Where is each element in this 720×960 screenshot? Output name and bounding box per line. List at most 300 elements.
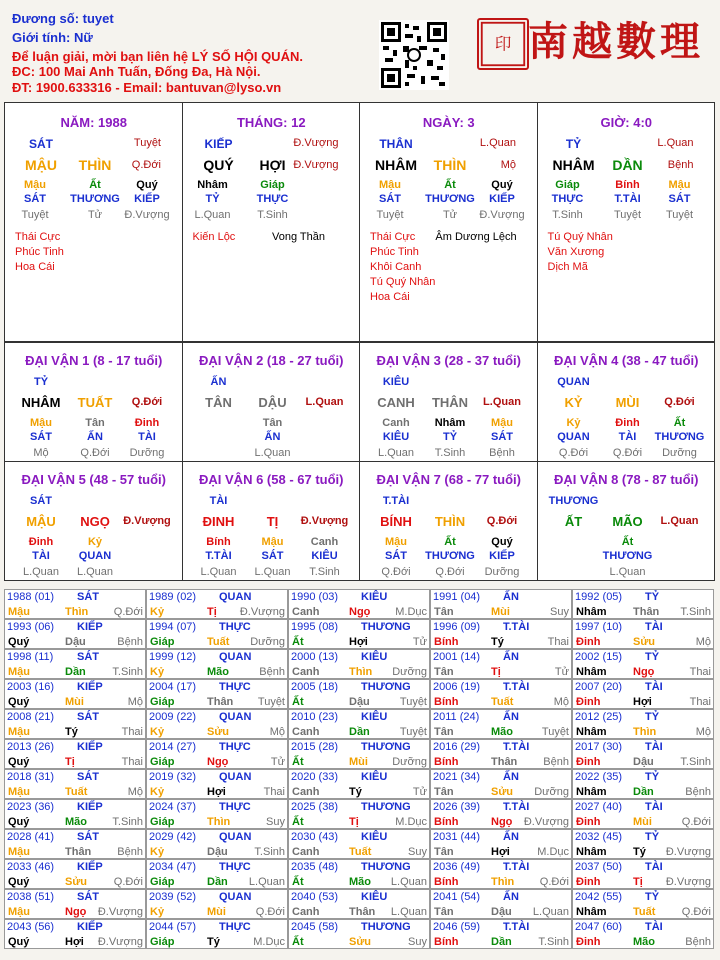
year-cell[interactable] (146, 739, 288, 769)
year-cell[interactable] (288, 709, 430, 739)
year-star: SÁT (77, 771, 99, 783)
year-star: KIÊU (361, 771, 388, 783)
year-star: TỶ (645, 651, 660, 663)
year-can: Tân (434, 726, 454, 738)
year-stage: Mộ (695, 636, 711, 648)
year-label: 2022 (35) (575, 771, 623, 783)
year-cell[interactable] (4, 739, 146, 769)
year-cell[interactable] (572, 919, 714, 949)
year-stage: Q.Đới (255, 906, 285, 918)
hidden-star: SÁT (385, 550, 407, 562)
owner-name: Đương số: tuyet (12, 11, 114, 26)
year-stage: Bệnh (259, 666, 285, 678)
year-cell[interactable] (288, 919, 430, 949)
year-cell[interactable] (146, 619, 288, 649)
year-can: Tân (434, 906, 454, 918)
than-sat: Phúc Tinh (370, 246, 419, 258)
than-sat: Phúc Tinh (15, 246, 64, 258)
life-stage: Đ.Vượng (479, 209, 525, 221)
dai-van-7[interactable] (359, 461, 538, 581)
hidden-stem: Đinh (134, 417, 160, 429)
dai-van-chi-status: Đ.Vượng (300, 515, 349, 527)
year-chi: Mùi (65, 696, 84, 708)
pillar-title: THÁNG: 12 (236, 115, 306, 130)
year-cell[interactable] (4, 799, 146, 829)
year-stage: Q.Đới (113, 876, 143, 888)
year-stage: Bệnh (117, 636, 143, 648)
year-cell[interactable] (146, 919, 288, 949)
hidden-stem: Quý (136, 179, 158, 191)
year-label: 1994 (07) (149, 621, 197, 633)
life-stage: Tuyệt (665, 209, 694, 221)
year-label: 2019 (32) (149, 771, 197, 783)
pillar-star: SÁT (29, 137, 53, 151)
year-label: 2002 (15) (575, 651, 623, 663)
year-cell[interactable] (430, 649, 572, 679)
life-stage: Q.Đới (381, 566, 411, 578)
year-stage: Bệnh (117, 846, 143, 858)
year-can: Canh (292, 846, 320, 858)
year-star: TỶ (645, 711, 660, 723)
year-label: 2045 (58) (291, 921, 339, 933)
year-cell[interactable] (4, 679, 146, 709)
pillar-3 (359, 102, 538, 342)
year-label: 1998 (11) (7, 651, 54, 663)
year-label: 1997 (10) (575, 621, 623, 633)
dai-van-star: THƯƠNG (548, 495, 599, 507)
year-chi: Ngọ (207, 756, 229, 768)
pillar-can: MẬU (25, 157, 57, 173)
pillar-can: QUÝ (203, 157, 234, 173)
hidden-star: SÁT (668, 193, 691, 205)
year-can: Mậu (8, 786, 30, 798)
year-cell[interactable] (146, 769, 288, 799)
pillar-star: THÂN (379, 137, 413, 151)
year-chi: Tị (633, 876, 643, 888)
year-chi: Thân (349, 906, 376, 918)
year-cell[interactable] (4, 589, 146, 619)
year-stage: Mộ (695, 726, 711, 738)
life-stage: Tuyệt (376, 209, 404, 221)
year-can: Tân (434, 786, 454, 798)
year-star: SÁT (77, 831, 99, 843)
hidden-star: THƯƠNG (602, 550, 653, 562)
year-chi: Dậu (633, 756, 654, 768)
dai-van-star: T.TÀI (382, 495, 410, 507)
hidden-star: SÁT (379, 193, 401, 205)
dai-van-6[interactable] (182, 461, 361, 581)
year-can: Ất (292, 936, 304, 948)
year-cell[interactable] (288, 619, 430, 649)
year-can: Nhâm (576, 846, 607, 858)
than-sat: Tú Quý Nhân (547, 231, 613, 243)
year-can: Tân (434, 606, 454, 618)
year-label: 2046 (59) (433, 921, 481, 933)
year-star: ẤN (503, 891, 519, 903)
hidden-star: SÁT (491, 431, 513, 443)
dai-van-chi-status: L.Quan (660, 515, 699, 527)
life-stage: L.Quan (22, 566, 60, 578)
year-cell[interactable] (4, 829, 146, 859)
year-cell[interactable] (4, 919, 146, 949)
hidden-star: QUAN (78, 550, 112, 562)
pillar-chi: HỢI (259, 157, 286, 173)
year-stage: Q.Đới (681, 906, 711, 918)
year-label: 2011 (24) (433, 711, 480, 723)
year-label: 2009 (22) (149, 711, 197, 723)
year-label: 2006 (19) (433, 681, 481, 693)
year-chi: Dần (65, 666, 86, 678)
year-star: KIÊU (361, 831, 388, 843)
year-stage: Tử (554, 666, 569, 678)
than-sat-right: Vong Thần (271, 231, 326, 243)
year-cell[interactable] (288, 769, 430, 799)
year-star: TÀI (645, 801, 663, 813)
dai-van-1[interactable] (4, 342, 183, 462)
hidden-stem: Mậu (385, 536, 407, 548)
dai-van-can: ẤT (564, 514, 583, 529)
year-cell[interactable] (4, 859, 146, 889)
year-cell[interactable] (4, 709, 146, 739)
year-stage: T.Sinh (680, 756, 711, 768)
year-stage: Dưỡng (250, 636, 285, 648)
year-label: 1989 (02) (149, 591, 197, 603)
year-cell[interactable] (288, 829, 430, 859)
year-chi: Thìn (349, 666, 373, 678)
dai-van-chi: TUẤT (77, 395, 113, 410)
year-chi: Mão (349, 876, 371, 888)
dai-van-title: ĐẠI VẬN 8 (78 - 87 tuổi) (554, 472, 699, 487)
year-cell[interactable] (4, 619, 146, 649)
address: ĐC: 100 Mai Anh Tuấn, Đống Đa, Hà Nội. (12, 64, 261, 79)
life-stage: T.Sinh (552, 209, 583, 221)
year-star: T.TÀI (503, 921, 530, 933)
year-can: Quý (8, 816, 30, 828)
than-sat: Hoa Cái (15, 261, 55, 273)
year-stage: Dưỡng (392, 756, 427, 768)
year-cell[interactable] (4, 649, 146, 679)
contact-note: Để luận giải, mời bạn liên hệ LÝ SỐ HỘI QUÁN. (12, 49, 303, 64)
year-chi: Dần (207, 876, 228, 888)
year-star: TÀI (645, 681, 663, 693)
pillar-title: NGÀY: 3 (422, 115, 475, 130)
year-cell[interactable] (146, 649, 288, 679)
pillar-chi-status: Đ.Vượng (293, 159, 339, 171)
pillar-2 (182, 102, 361, 342)
year-star: KIẾP (77, 861, 103, 873)
year-can: Giáp (150, 816, 175, 828)
than-sat-right: Âm Dương Lệch (435, 231, 517, 243)
dai-van-title: ĐẠI VẬN 1 (8 - 17 tuổi) (25, 353, 163, 368)
hidden-stem: Quý (491, 179, 513, 191)
year-star: THỰC (219, 621, 251, 633)
hidden-stem: Ất (673, 417, 686, 429)
year-stage: L.Quan (390, 906, 427, 918)
year-stage: T.Sinh (680, 606, 711, 618)
year-star: THƯƠNG (361, 741, 411, 753)
year-cell[interactable] (572, 589, 714, 619)
year-chi: Tuất (207, 636, 230, 648)
than-sat: Thái Cực (370, 231, 416, 243)
pillar-star-status: Đ.Vượng (293, 137, 339, 149)
year-stage: Thai (689, 666, 711, 678)
dai-van-chi: TỊ (266, 514, 279, 529)
year-stage: Mộ (269, 726, 285, 738)
year-stage: Mộ (127, 786, 143, 798)
dai-van-chi: MÃO (612, 514, 643, 529)
life-stage: Bệnh (489, 447, 515, 459)
year-cell[interactable] (572, 739, 714, 769)
year-label: 2028 (41) (7, 831, 55, 843)
year-cell[interactable] (430, 589, 572, 619)
year-stage: T.Sinh (254, 846, 285, 858)
year-can: Canh (292, 606, 320, 618)
year-cell[interactable] (430, 799, 572, 829)
year-label: 1993 (06) (7, 621, 55, 633)
hidden-stem: Nhâm (197, 179, 228, 191)
pillar-chi-status: Bệnh (667, 159, 694, 171)
year-cell[interactable] (146, 829, 288, 859)
year-cell[interactable] (430, 679, 572, 709)
dai-van-chi-status: L.Quan (305, 396, 344, 408)
year-label: 1992 (05) (575, 591, 623, 603)
year-label: 2020 (33) (291, 771, 339, 783)
year-stage: Bệnh (685, 936, 711, 948)
year-label: 1990 (03) (291, 591, 339, 603)
year-label: 2012 (25) (575, 711, 623, 723)
year-cell[interactable] (572, 829, 714, 859)
year-cell[interactable] (430, 769, 572, 799)
year-can: Bính (434, 816, 459, 828)
year-stage: Thai (547, 636, 569, 648)
year-stage: Tử (412, 786, 427, 798)
year-can: Quý (8, 696, 30, 708)
year-cell[interactable] (146, 709, 288, 739)
year-stage: Dưỡng (534, 786, 569, 798)
year-cell[interactable] (288, 889, 430, 919)
year-cell[interactable] (146, 679, 288, 709)
year-stage: L.Quan (390, 876, 427, 888)
year-can: Quý (8, 936, 30, 948)
year-label: 2038 (51) (7, 891, 55, 903)
year-star: KIẾP (77, 681, 103, 693)
year-star: KIẾP (77, 621, 103, 633)
than-sat: Văn Xương (547, 246, 605, 258)
year-label: 1995 (08) (291, 621, 339, 633)
hidden-star: KIẾP (489, 550, 515, 562)
year-chi: Thân (491, 756, 518, 768)
year-stage: M.Dục (395, 606, 427, 618)
dai-van-4[interactable] (537, 342, 716, 462)
year-cell[interactable] (146, 799, 288, 829)
year-star: THƯƠNG (361, 861, 411, 873)
year-can: Giáp (150, 876, 175, 888)
year-stage: Tuyệt (541, 726, 569, 738)
year-can: Mậu (8, 666, 30, 678)
year-chi: Mùi (491, 606, 510, 618)
year-stage: Tuyệt (399, 696, 427, 708)
year-cell[interactable] (4, 889, 146, 919)
life-stage: Tử (87, 209, 103, 221)
year-star: KIÊU (361, 591, 388, 603)
year-chi: Hợi (65, 936, 84, 948)
year-cell[interactable] (430, 889, 572, 919)
year-label: 2047 (60) (575, 921, 623, 933)
pillar-title: NĂM: 1988 (60, 115, 127, 130)
year-stage: Đ.Vượng (665, 846, 711, 858)
year-label: 2031 (44) (433, 831, 481, 843)
year-label: 1996 (09) (433, 621, 481, 633)
year-star: KIÊU (361, 711, 388, 723)
year-cell[interactable] (288, 799, 430, 829)
year-chi: Dần (633, 786, 654, 798)
year-can: Nhâm (576, 726, 607, 738)
year-cell[interactable] (572, 619, 714, 649)
year-label: 2014 (27) (149, 741, 197, 753)
pillar-can: NHÂM (375, 157, 417, 173)
year-chi: Tý (349, 786, 362, 798)
year-chi: Thân (207, 696, 234, 708)
year-can: Mậu (8, 726, 30, 738)
year-cell[interactable] (4, 769, 146, 799)
year-stage: Suy (266, 816, 285, 828)
year-cell[interactable] (288, 739, 430, 769)
hidden-stem: Bính (615, 179, 640, 191)
hidden-star: THỰC (256, 193, 289, 205)
year-cell[interactable] (288, 649, 430, 679)
year-cell[interactable] (572, 649, 714, 679)
year-can: Bính (434, 876, 459, 888)
qr-code-icon[interactable] (379, 20, 449, 90)
year-star: THỰC (219, 681, 251, 693)
year-star: KIẾP (77, 801, 103, 813)
dai-van-chi-status: Q.Đới (131, 396, 163, 408)
year-cell[interactable] (288, 859, 430, 889)
year-star: THỰC (219, 741, 251, 753)
dai-van-3[interactable] (359, 342, 538, 462)
brand-logo: 南越數理 (528, 18, 704, 65)
phone-email[interactable]: ĐT: 1900.633316 - Email: bantuvan@lyso.vn (12, 80, 282, 95)
year-cell[interactable] (430, 739, 572, 769)
year-cell[interactable] (430, 829, 572, 859)
year-cell[interactable] (572, 709, 714, 739)
dai-van-2[interactable] (182, 342, 361, 462)
year-label: 2000 (13) (291, 651, 339, 663)
year-stage: T.Sinh (112, 666, 143, 678)
year-chi: Dậu (65, 636, 86, 648)
dai-van-can: BÍNH (380, 514, 412, 529)
year-cell[interactable] (430, 859, 572, 889)
pillar-star-status: L.Quan (479, 137, 516, 149)
year-stage: L.Quan (532, 906, 569, 918)
year-cell[interactable] (572, 799, 714, 829)
year-stage: Đ.Vượng (665, 876, 711, 888)
year-label: 2017 (30) (575, 741, 623, 753)
pillar-star: TỶ (565, 137, 582, 151)
year-stage: Q.Đới (539, 876, 569, 888)
pillar-chi: THÌN (433, 157, 467, 173)
pillar-1 (4, 102, 183, 342)
hidden-star: THƯƠNG (425, 193, 475, 205)
pillar-title: GIỜ: 4:0 (600, 115, 653, 130)
year-cell[interactable] (288, 589, 430, 619)
year-label: 2004 (17) (149, 681, 197, 693)
year-label: 2036 (49) (433, 861, 481, 873)
hidden-star: THƯƠNG (70, 193, 120, 205)
life-stage: Q.Đới (435, 566, 465, 578)
hidden-stem: Đinh (28, 536, 54, 548)
hidden-stem: Tân (85, 417, 105, 429)
hidden-star: ẤN (87, 431, 103, 443)
life-stage: L.Quan (200, 566, 237, 578)
life-stage: Dưỡng (662, 447, 697, 459)
year-chi: Dần (491, 936, 512, 948)
year-cell[interactable] (146, 859, 288, 889)
dai-van-8[interactable] (537, 461, 716, 581)
hidden-stem: Mậu (30, 417, 52, 429)
year-cell[interactable] (572, 769, 714, 799)
dai-van-title: ĐẠI VẬN 3 (28 - 37 tuổi) (376, 353, 521, 368)
dai-van-star: TỶ (33, 376, 49, 388)
year-cell[interactable] (146, 889, 288, 919)
year-cell[interactable] (288, 679, 430, 709)
year-cell[interactable] (430, 919, 572, 949)
year-stage: Bệnh (685, 786, 711, 798)
than-sat: Dịch Mã (547, 261, 588, 273)
year-star: QUAN (219, 771, 252, 783)
year-label: 2029 (42) (149, 831, 197, 843)
year-label: 2027 (40) (575, 801, 623, 813)
year-label: 2018 (31) (7, 771, 55, 783)
year-chi: Hợi (633, 696, 652, 708)
year-label: 2026 (39) (433, 801, 481, 813)
pillar-chi: DẦN (612, 157, 643, 173)
year-star: QUAN (219, 831, 252, 843)
dai-van-can: MẬU (26, 514, 56, 529)
year-label: 2043 (56) (7, 921, 55, 933)
year-stage: M.Dục (253, 936, 285, 948)
year-stage: T.Sinh (538, 936, 569, 948)
hidden-star: KIÊU (382, 431, 410, 443)
dai-van-chi: NGỌ (80, 514, 110, 529)
year-star: TÀI (645, 921, 663, 933)
year-chi: Tý (65, 726, 78, 738)
year-cell[interactable] (572, 859, 714, 889)
hidden-star: THỰC (551, 193, 584, 205)
dai-van-5[interactable] (4, 461, 183, 581)
year-star: TỶ (645, 831, 660, 843)
year-cell[interactable] (146, 589, 288, 619)
year-star: QUAN (219, 891, 252, 903)
svg-text:印: 印 (494, 34, 512, 54)
year-can: Ất (292, 816, 304, 828)
dai-van-star: ẤN (210, 376, 227, 388)
year-cell[interactable] (430, 619, 572, 649)
year-star: THỰC (219, 861, 251, 873)
year-stage: Thai (121, 726, 143, 738)
year-cell[interactable] (572, 679, 714, 709)
year-star: QUAN (219, 591, 252, 603)
year-star: SÁT (77, 711, 99, 723)
year-can: Đinh (576, 696, 601, 708)
year-can: Quý (8, 876, 30, 888)
pillar-chi-status: Mộ (500, 159, 516, 171)
dai-van-title: ĐẠI VẬN 7 (68 - 77 tuổi) (376, 472, 521, 487)
dai-van-star: SÁT (30, 495, 52, 507)
year-cell[interactable] (572, 889, 714, 919)
hidden-stem: Kỷ (566, 417, 581, 429)
year-cell[interactable] (430, 709, 572, 739)
